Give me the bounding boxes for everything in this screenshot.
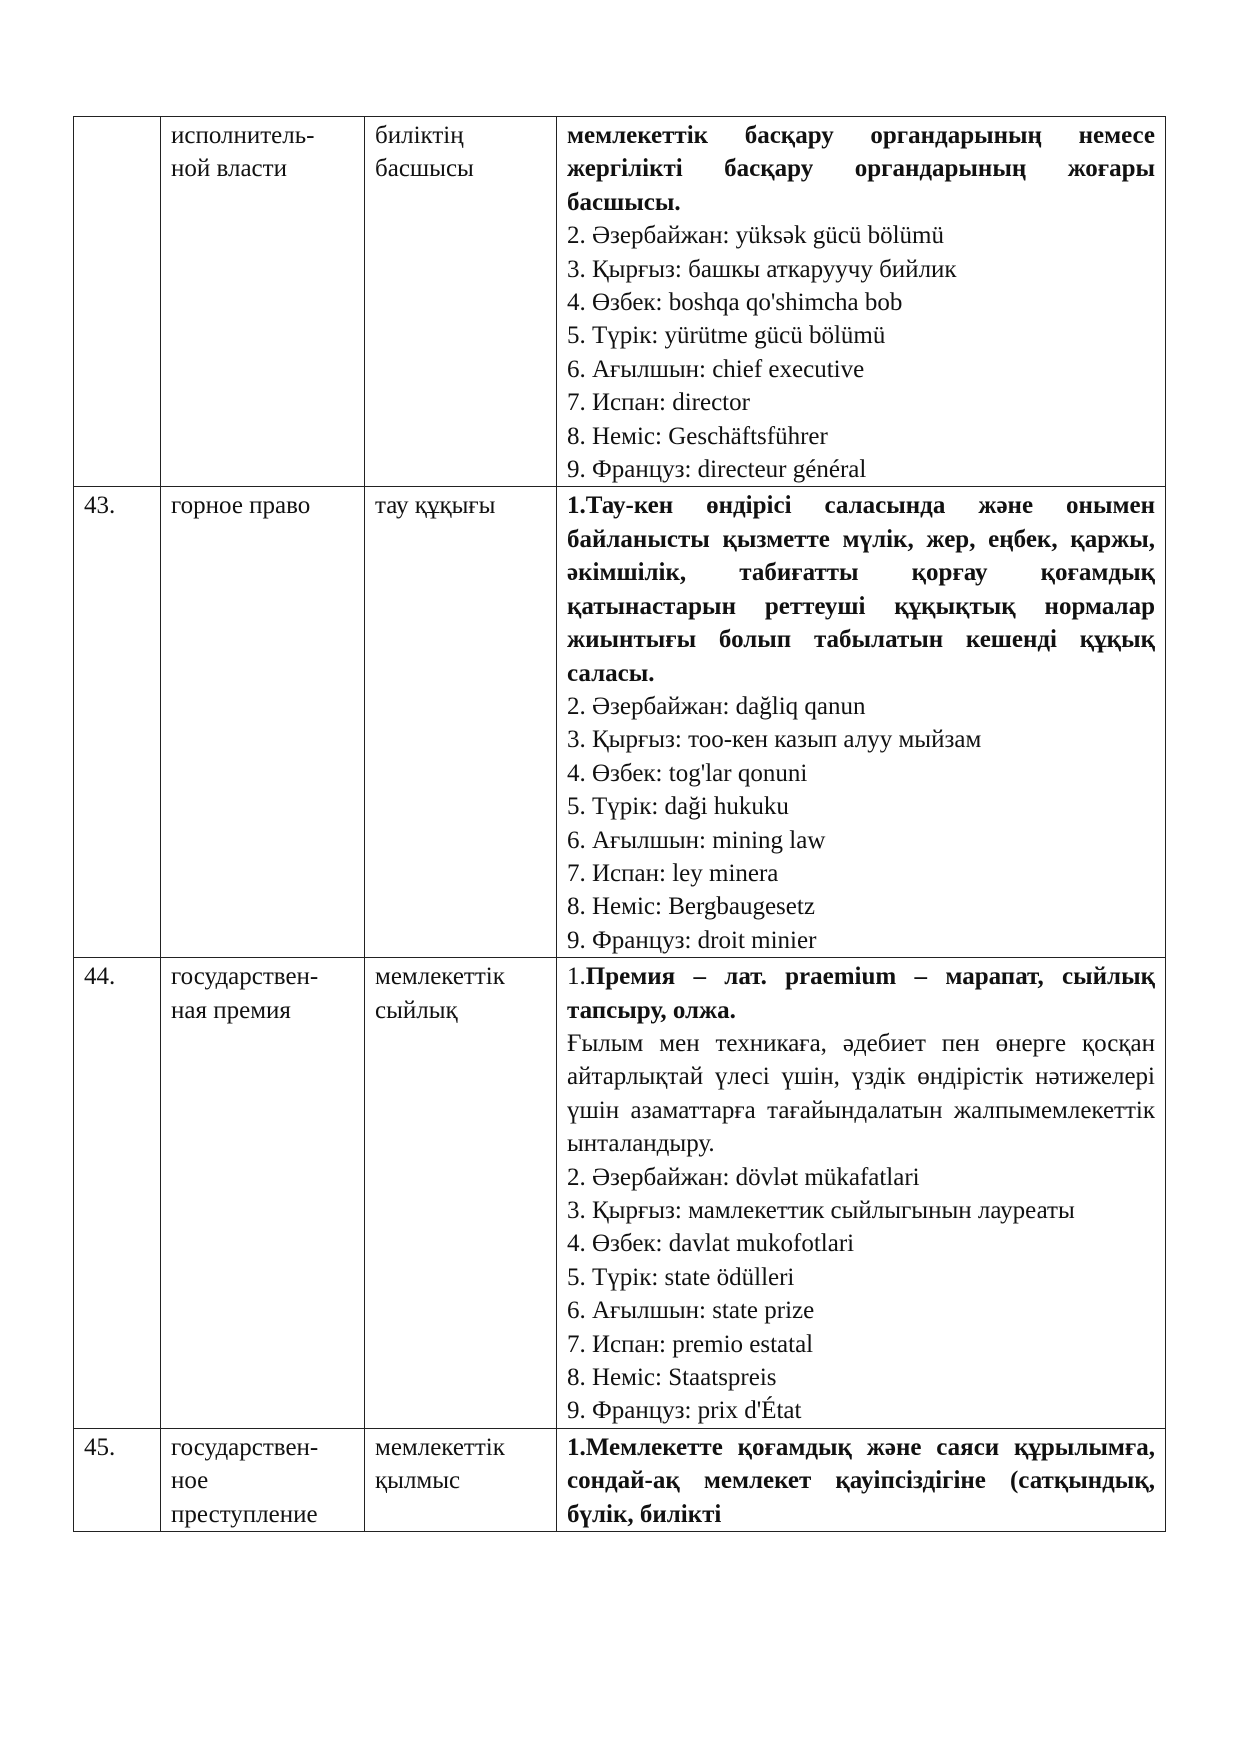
kazakh-term — [365, 1428, 557, 1531]
definition-cell — [557, 1428, 1166, 1531]
russian-term-line: преступление — [171, 1500, 318, 1528]
translation-item: 2. Әзербайжан: yüksək gücü bölümü — [567, 222, 944, 250]
translation-item: 7. Испан: ley minera — [567, 859, 779, 887]
russian-term-line: государствен- — [171, 1433, 319, 1461]
kazakh-term — [365, 487, 557, 958]
translation-item: 9. Француз: droit minier — [567, 926, 817, 954]
kazakh-term-line: тау құқығы — [375, 492, 496, 520]
row-number: 44. — [74, 958, 161, 1429]
definition-text: 1.Тау-кен өндірісі саласында және онымен байланысты қызметте мүлік, жер, еңбек, қаржы, әкімшілік, табиғатты қорғау қоғамдық қатынастарын реттеуші құқықтық нормалар жиынтығы болып табылатын кешенді құқық саласы. — [567, 492, 1155, 687]
translation-item: 9. Француз: directeur général — [567, 456, 867, 484]
russian-term-line: ной власти — [171, 155, 287, 183]
definition-heading — [567, 960, 1155, 1027]
translation-item: 5. Түрік: state ödülleri — [567, 1263, 795, 1291]
kazakh-term-line: сыйлық — [375, 996, 458, 1024]
russian-term-line: исполнитель- — [171, 122, 315, 149]
russian-term — [161, 958, 365, 1429]
translation-item: 2. Әзербайжан: dağliq qanun — [567, 692, 866, 720]
table-row — [74, 487, 1166, 958]
table-row — [74, 1428, 1166, 1531]
translation-item: 8. Неміс: Geschäftsführer — [567, 422, 828, 450]
translation-item: 8. Неміс: Staatspreis — [567, 1364, 777, 1392]
definition-body: Ғылым мен техникаға, әдебиет пен өнерге қосқан айтарлықтай үлесі үшін, үздік өндірістік нәтижелері үшін азаматтарға тағайындалатын жалпымемлекеттік ынталандыру. — [567, 1029, 1155, 1158]
russian-term — [161, 1428, 365, 1531]
translation-item: 6. Ағылшын: state prize — [567, 1297, 815, 1325]
definition-cell — [557, 958, 1166, 1429]
kazakh-term — [365, 117, 557, 487]
kazakh-term-line: басшысы — [375, 155, 474, 183]
table-row — [74, 958, 1166, 1429]
kazakh-term-line: қылмыс — [375, 1467, 461, 1495]
kazakh-term — [365, 958, 557, 1429]
translation-item: 7. Испан: premio estatal — [567, 1330, 814, 1358]
translation-item: 3. Қырғыз: тоо-кен казып алуу мыйзам — [567, 726, 982, 754]
kazakh-term-line: мемлекеттік — [375, 963, 505, 991]
kazakh-term-line: мемлекеттік — [375, 1433, 505, 1461]
russian-term — [161, 487, 365, 958]
definition-cell — [557, 487, 1166, 958]
russian-term-line: ное — [171, 1467, 209, 1495]
definition-text: 1.Мемлекетте қоғамдық және саяси құрылымға, сондай-ақ мемлекет қауіпсіздігіне (сатқындық, бүлік, билікті — [567, 1433, 1155, 1528]
translation-item: 8. Неміс: Bergbaugesetz — [567, 893, 815, 921]
table-row — [74, 117, 1166, 487]
russian-term-line: ная премия — [171, 996, 291, 1024]
translation-item: 9. Француз: prix d'État — [567, 1397, 802, 1425]
kazakh-term-line: биліктің — [375, 122, 464, 149]
translation-item: 6. Ағылшын: mining law — [567, 826, 826, 854]
translation-item: 2. Әзербайжан: dövlət mükafatlari — [567, 1163, 920, 1191]
translation-item: 3. Қырғыз: башкы аткаруучу бийлик — [567, 255, 957, 283]
translation-item: 7. Испан: director — [567, 389, 750, 417]
definition-cell — [557, 117, 1166, 487]
translation-item: 4. Өзбек: tog'lar qonuni — [567, 759, 808, 787]
row-number: 45. — [74, 1428, 161, 1531]
translation-item: 4. Өзбек: boshqa qo'shimcha bob — [567, 289, 903, 317]
row-number: 43. — [74, 487, 161, 958]
russian-term-line: государствен- — [171, 963, 319, 991]
translation-item: 5. Түрік: daği hukuku — [567, 793, 789, 821]
row-number — [74, 117, 161, 487]
russian-term-line: горное право — [171, 492, 311, 520]
translation-item: 5. Түрік: yürütme gücü bölümü — [567, 322, 886, 350]
translation-item: 3. Қырғыз: мамлекеттик сыйлыгынын лауреаты — [567, 1197, 1075, 1224]
translation-item: 4. Өзбек: davlat mukofotlari — [567, 1230, 855, 1258]
definition-prefix: 1. — [567, 963, 586, 991]
russian-term — [161, 117, 365, 487]
glossary-table — [73, 116, 1166, 1532]
definition-text: мемлекеттік басқару органдарының немесе жергілікті басқару органдарының жоғары басшысы. — [567, 122, 1155, 216]
translation-item: 6. Ағылшын: chief executive — [567, 355, 865, 383]
definition-text: Премия – лат. praemium – марапат, сыйлық тапсыру, олжа. — [567, 963, 1155, 1024]
